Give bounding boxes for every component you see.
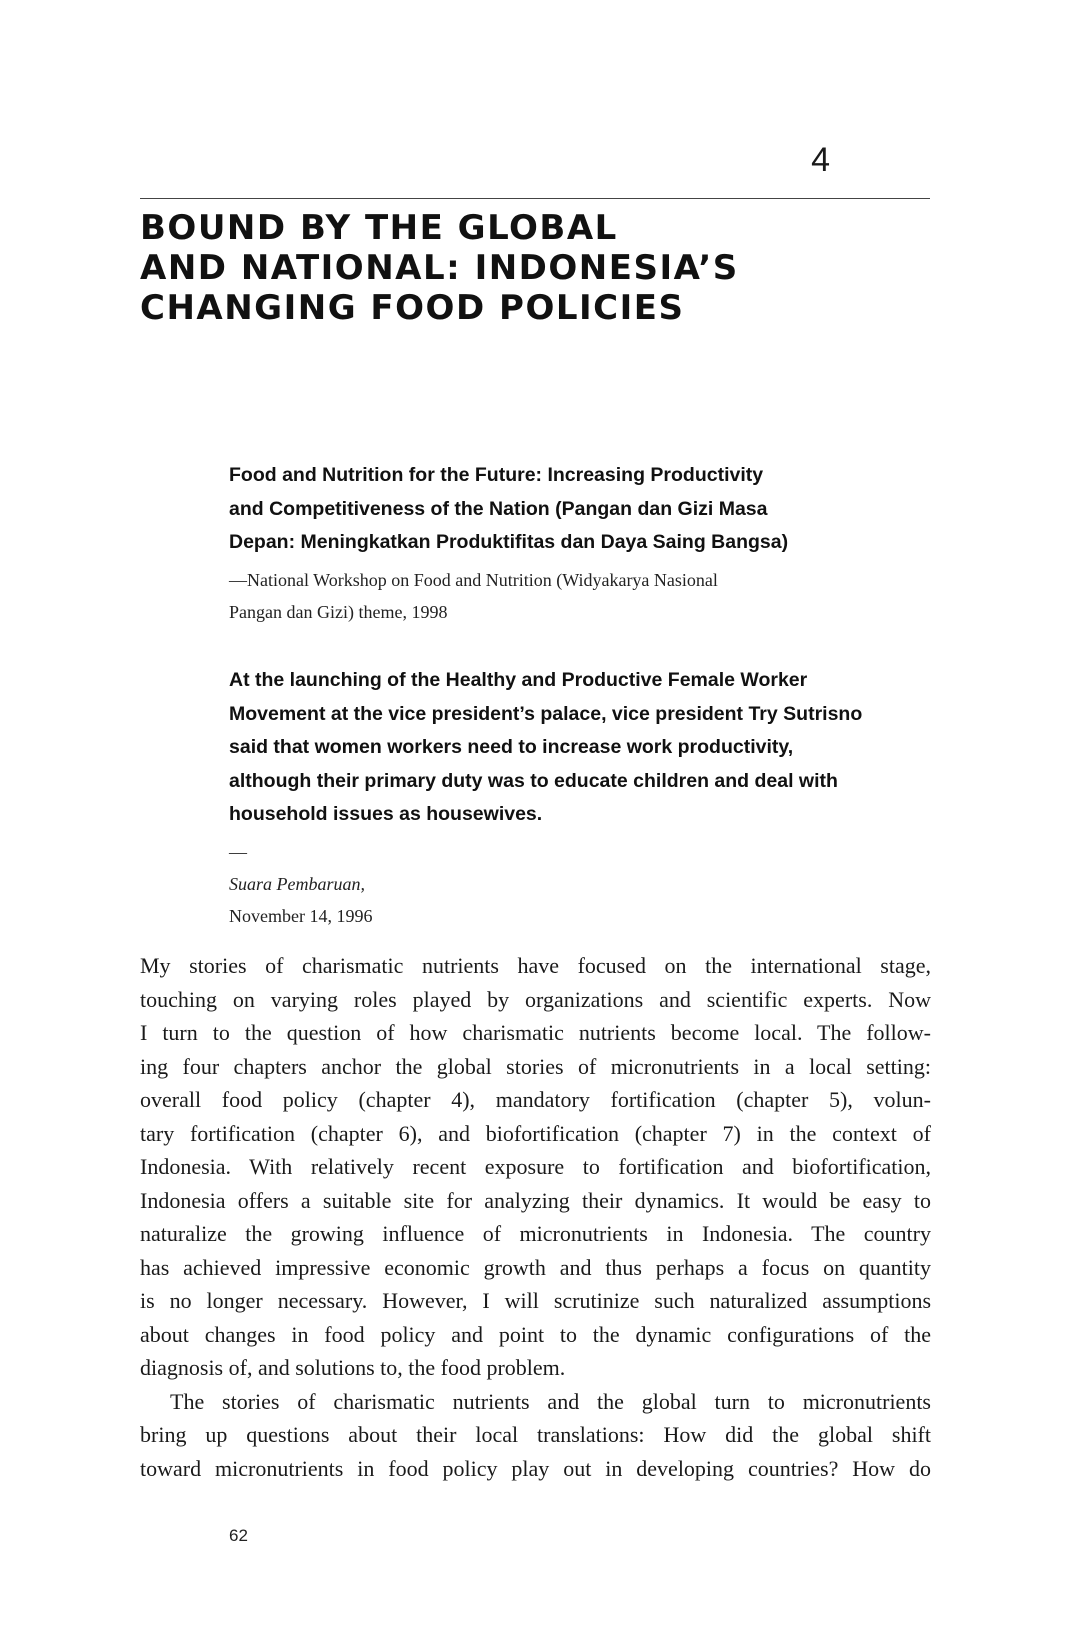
chapter-title-line: CHANGING FOOD POLICIES — [140, 288, 685, 328]
body-line: about changes in food policy and point to the dynamic configurations of the — [140, 1321, 931, 1347]
body-line: The stories of charismatic nutrients and the global turn to micronutrients — [170, 1388, 931, 1414]
epigraph-source-date: November 14, 1996 — [229, 905, 373, 926]
body-line: Indonesia offers a suitable site for analyzing their dynamics. It would be easy to — [140, 1187, 931, 1213]
epigraph-2 — [229, 664, 929, 932]
epigraph-quote-line: Movement at the vice president’s palace, vice president Try Sutrisno — [229, 702, 863, 725]
epigraph-quote-line: said that women workers need to increase work productivity, — [229, 736, 794, 758]
epigraph-source-line — [229, 836, 929, 932]
epigraph-quote-line: Depan: Meningkatkan Produktifitas dan Daya Saing Bangsa) — [229, 531, 789, 553]
paragraph-2 — [140, 1385, 931, 1486]
epigraph-1 — [229, 459, 929, 628]
epigraph-quote-line: household issues as housewives. — [229, 803, 543, 825]
epigraph-source-dash: — — [229, 841, 247, 862]
body-text — [140, 949, 931, 1485]
paragraph-1 — [140, 949, 931, 1385]
body-line: touching on varying roles played by organizations and scientific experts. Now — [140, 986, 931, 1012]
page-number: 62 — [229, 1526, 248, 1545]
epigraph-source — [229, 836, 929, 932]
epigraph-quote-line: Food and Nutrition for the Future: Increasing Productivity — [229, 464, 764, 486]
body-line: overall food policy (chapter 4), mandatory fortification (chapter 5), volun- — [140, 1087, 931, 1112]
epigraph-quote-line: At the launching of the Healthy and Productive Female Worker — [229, 669, 808, 691]
body-line: diagnosis of, and solutions to, the food problem. — [140, 1355, 566, 1380]
epigraph-quote — [229, 459, 929, 560]
chapter-title-line: AND NATIONAL: INDONESIA’S — [140, 248, 739, 288]
body-line: naturalize the growing influence of micronutrients in Indonesia. The country — [140, 1221, 931, 1246]
epigraph-source-line: Pangan dan Gizi) theme, 1998 — [229, 601, 448, 622]
epigraph-source-line: —National Workshop on Food and Nutrition (Widyakarya Nasional — [229, 569, 718, 590]
body-line: has achieved impressive economic growth and thus perhaps a focus on quantity — [140, 1254, 931, 1280]
body-line: My stories of charismatic nutrients have focused on the international stage, — [140, 953, 931, 978]
body-line: is no longer necessary. However, I will scrutinize such naturalized assumptions — [140, 1288, 931, 1313]
body-line: Indonesia. With relatively recent exposure to fortification and biofortification, — [140, 1154, 931, 1179]
epigraph-quote-line: and Competitiveness of the Nation (Pangan dan Gizi Masa — [229, 497, 768, 520]
body-line: tary fortification (chapter 6), and biofortification (chapter 7) in the context of — [140, 1120, 931, 1146]
body-line: toward micronutrients in food policy play out in developing countries? How do — [140, 1455, 931, 1481]
chapter-title — [140, 208, 940, 328]
chapter-rule — [140, 198, 930, 199]
body-line: ing four chapters anchor the global stories of micronutrients in a local setting: — [140, 1053, 931, 1079]
body-line: bring up questions about their local translations: How did the global shift — [140, 1422, 931, 1447]
epigraph-source — [229, 564, 929, 628]
chapter-number: 4 — [811, 141, 830, 179]
body-line: I turn to the question of how charismatic nutrients become local. The follow- — [140, 1020, 931, 1045]
epigraph-source-publication: Suara Pembaruan, — [229, 873, 365, 894]
epigraph-quote — [229, 664, 929, 832]
epigraph-quote-line: although their primary duty was to educate children and deal with — [229, 769, 838, 792]
chapter-title-line: BOUND BY THE GLOBAL — [140, 208, 618, 248]
